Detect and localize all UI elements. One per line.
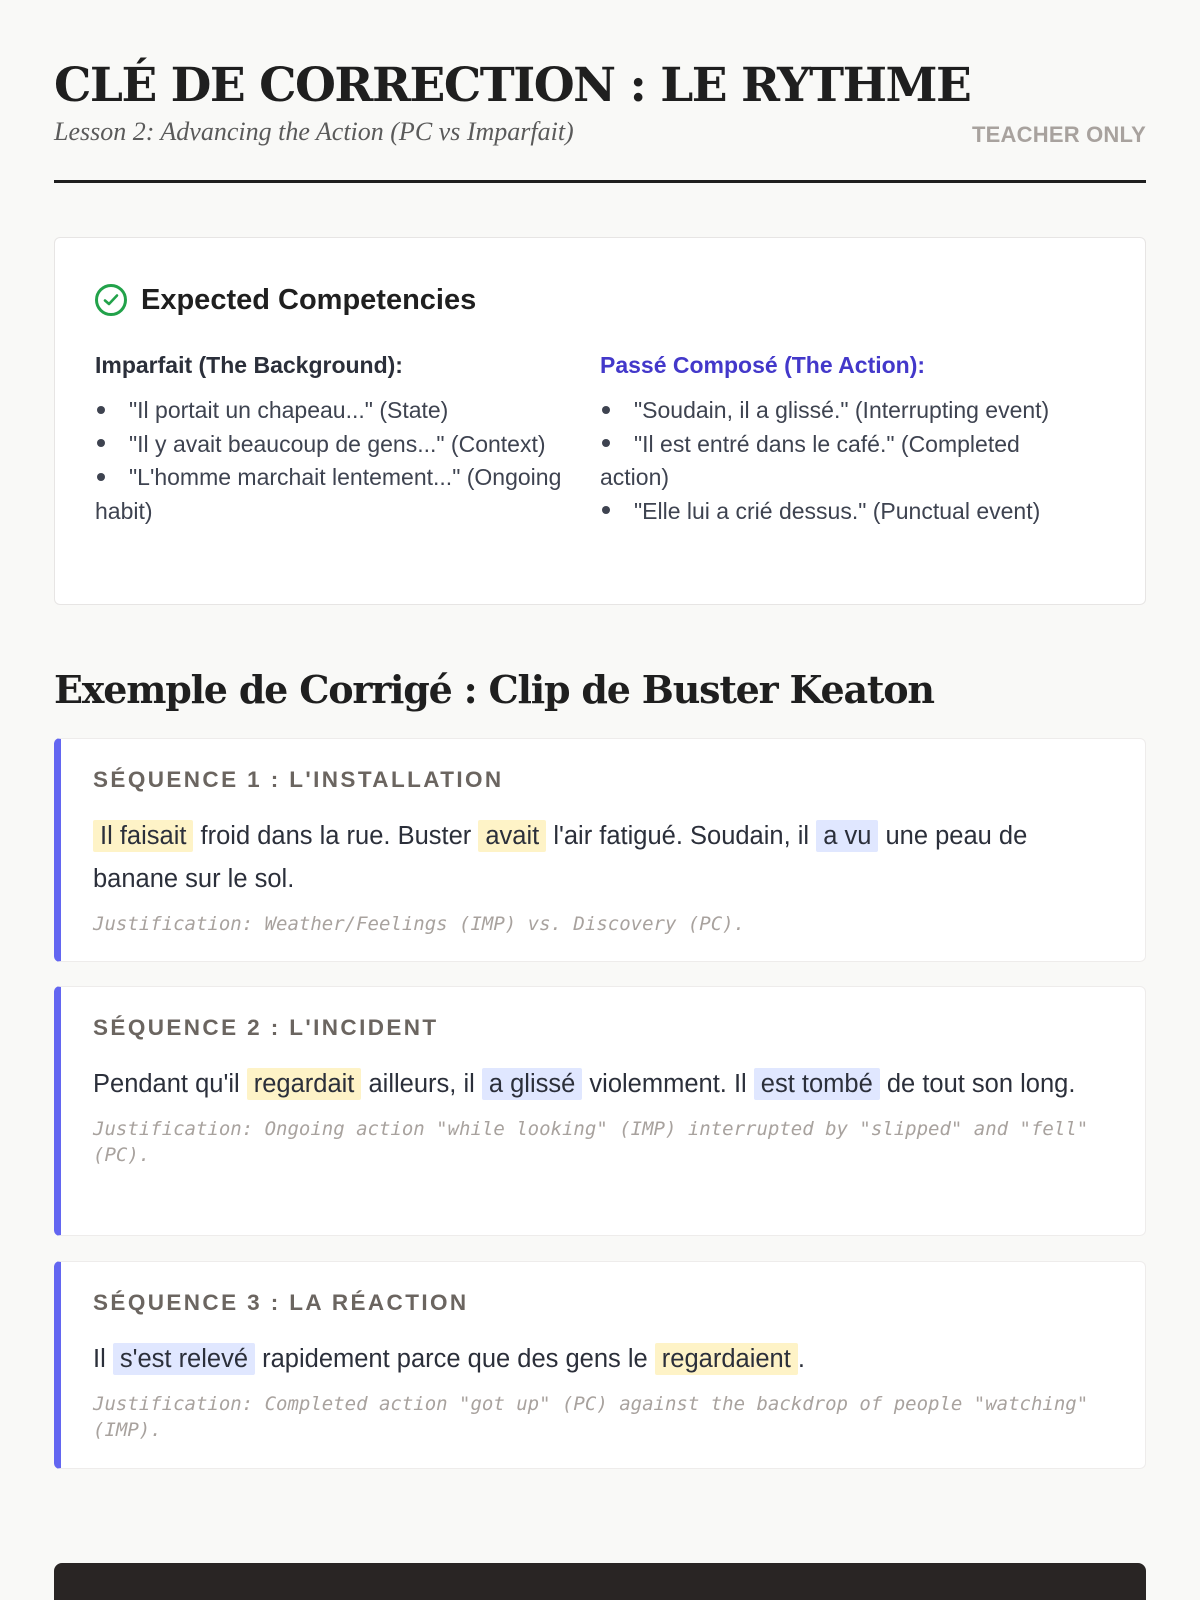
competencies-card [54, 237, 1146, 605]
passe-compose-column [600, 348, 1105, 528]
sequence-text-fragment: une peau de banane sur le sol. [93, 822, 1028, 893]
footer-bar [54, 1563, 1146, 1600]
sequence-card [54, 986, 1146, 1236]
sequence-justification: Justification: Completed action "got up" (PC) against the backdrop of people "watching" (IMP). [93, 1393, 1089, 1441]
passe-compose-heading: Passé Composé (The Action): [600, 352, 926, 378]
imparfait-verb: regardait [247, 1068, 362, 1100]
example-title: Exemple de Corrigé : Clip de Buster Keaton [54, 667, 934, 712]
list-item [95, 428, 580, 462]
sequence-text-fragment: rapidement parce que des gens le [255, 1345, 655, 1373]
list-item [600, 428, 1085, 495]
sequence-label: SÉQUENCE 2 : L'INCIDENT [93, 1015, 439, 1040]
sequence-label: SÉQUENCE 1 : L'INSTALLATION [93, 767, 504, 792]
sequence-text-fragment: froid dans la rue. Buster [193, 822, 479, 850]
competencies-title: Expected Competencies [141, 283, 477, 316]
sequence-text-fragment: Il [93, 1345, 113, 1373]
bullet-icon [97, 439, 105, 447]
sequence-text-fragment: de tout son long. [879, 1070, 1076, 1098]
imparfait-heading: Imparfait (The Background): [95, 352, 403, 378]
bullet-icon [97, 406, 105, 414]
sequence-card [54, 1261, 1146, 1469]
list-item-text: "Il y avait beaucoup de gens..." (Context) [129, 430, 546, 457]
document-header [54, 0, 1146, 183]
list-item-text: "Soudain, il a glissé." (Interrupting event) [634, 397, 1050, 423]
check-circle-icon [95, 284, 127, 316]
passe-compose-verb: a vu [816, 820, 878, 852]
bullet-icon [602, 506, 610, 514]
sequence-text-fragment: . [797, 1345, 805, 1373]
page-title: CLÉ DE CORRECTION : LE RYTHME [54, 58, 971, 113]
list-item [95, 394, 580, 428]
passe-compose-verb: s'est relevé [113, 1343, 255, 1375]
passe-compose-list [600, 394, 1085, 528]
imparfait-list [95, 394, 580, 528]
sequence-text [93, 1338, 1115, 1381]
sequence-text-fragment: violemment. Il [582, 1070, 754, 1098]
competencies-header [95, 282, 1105, 318]
teacher-only-badge: TEACHER ONLY [972, 122, 1146, 147]
sequence-label: SÉQUENCE 3 : LA RÉACTION [93, 1290, 469, 1315]
imparfait-verb: avait [478, 820, 546, 852]
list-item-text: "Il portait un chapeau..." (State) [129, 397, 449, 423]
bullet-icon [602, 406, 610, 414]
sequence-text-fragment: Pendant qu'il [93, 1070, 247, 1098]
sequence-justification: Justification: Ongoing action "while looking" (IMP) interrupted by "slipped" and "fell" (PC). [93, 1118, 1089, 1166]
list-item [600, 495, 1085, 529]
sequence-text-fragment: ailleurs, il [361, 1070, 482, 1098]
passe-compose-verb: est tombé [754, 1068, 880, 1100]
sequence-justification: Justification: Weather/Feelings (IMP) vs. Discovery (PC). [93, 913, 746, 935]
page-subtitle: Lesson 2: Advancing the Action (PC vs Imparfait) [54, 117, 574, 146]
list-item-text: "Elle lui a crié dessus." (Punctual event) [634, 497, 1041, 524]
passe-compose-verb: a glissé [482, 1068, 582, 1100]
bullet-icon [602, 439, 610, 447]
list-item-text: "Il est entré dans le café." (Completed action) [600, 430, 1020, 490]
bullet-icon [97, 473, 105, 481]
sequence-card [54, 738, 1146, 962]
list-item [600, 394, 1085, 428]
imparfait-column [95, 348, 600, 528]
imparfait-verb: Il faisait [93, 820, 193, 852]
list-item-text: "L'homme marchait lentement..." (Ongoing habit) [95, 464, 562, 524]
sequence-text [93, 815, 1115, 901]
sequence-text [93, 1063, 1115, 1106]
list-item [95, 461, 580, 528]
imparfait-verb: regardaient [655, 1343, 798, 1375]
sequence-text-fragment: l'air fatigué. Soudain, il [546, 822, 817, 850]
